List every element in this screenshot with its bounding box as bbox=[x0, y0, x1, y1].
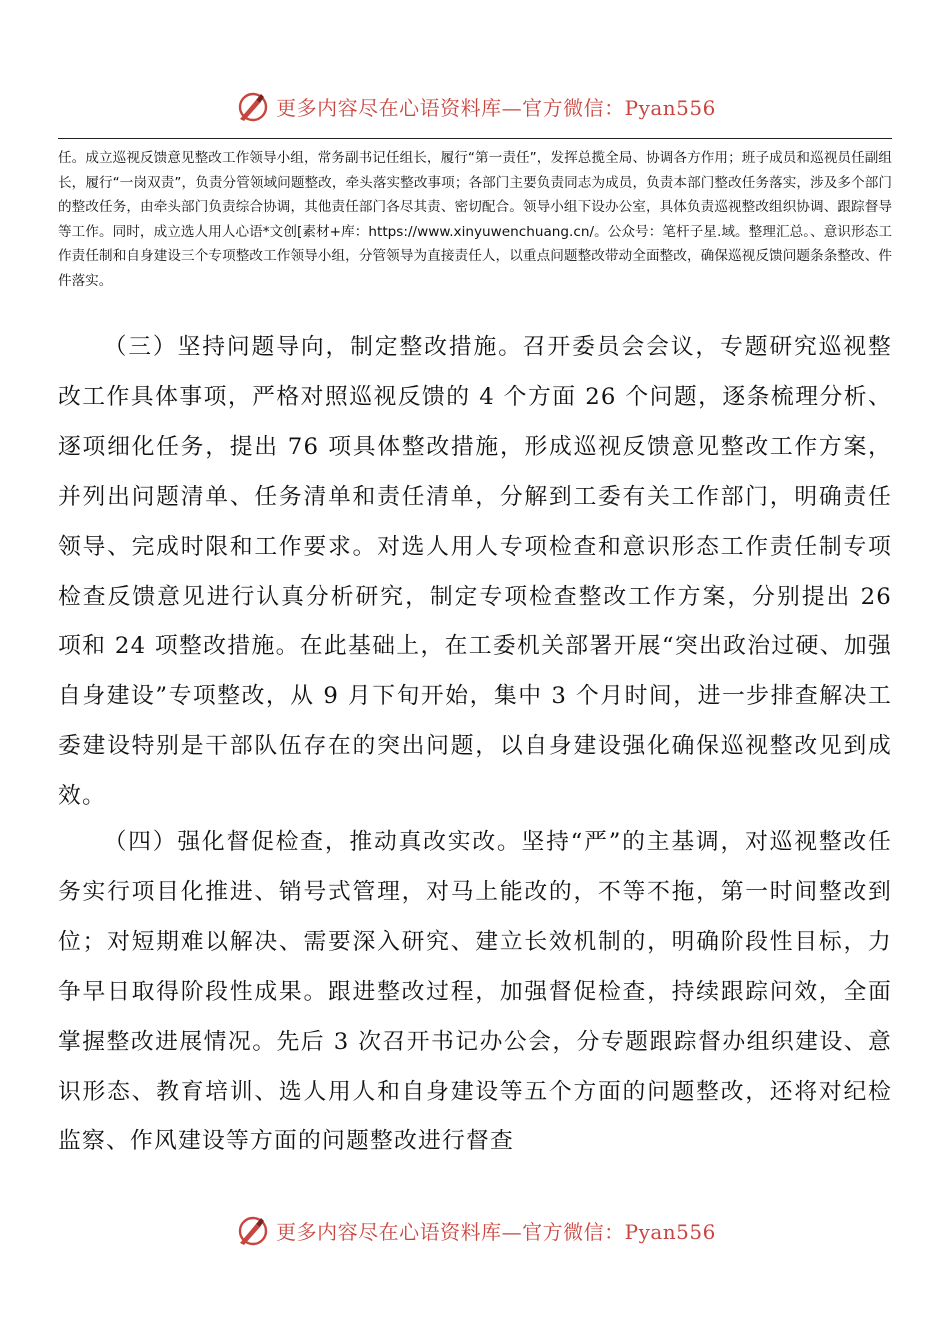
header-banner bbox=[0, 86, 950, 126]
paragraph-3: （三）坚持问题导向，制定整改措施。召开委员会会议，专题研究巡视整改工作具体事项，严格对照巡视反馈的 4 个方面 26 个问题，逐条梳理分析、逐项细化任务，提出 76 项具体整改措施，形成巡视反馈意见整改工作方案，并列出问题清单、任务清单和责任清单，分解到工委有关工作部门，明确责任领导、完成时限和工作要求。对选人用人专项检查和意识形态工作责任制专项检查反馈意见进行认真分析研究，制定专项检查整改工作方案，分别提出 26 项和 24 项整改措施。在此基础上，在工委机关部署开展“突出政治过硬、加强自身建设”专项整改，从 9 月下旬开始，集中 3 个月时间，进一步排查解决工委建设特别是干部队伍存在的突出问题，以自身建设强化确保巡视整改见到成效。 bbox=[58, 334, 892, 810]
header-banner-text: 更多内容尽在心语资料库—官方微信：Pyan556 bbox=[276, 95, 716, 120]
pen-circle-logo-icon bbox=[234, 88, 270, 124]
paragraph-4: （四）强化督促检查，推动真改实改。坚持“严”的主基调，对巡视整改任务实行项目化推进、销号式管理，对马上能改的，不等不拖，第一时间整改到位；对短期难以解决、需要深入研究、建立长效机制的，明确阶段性目标，力争早日取得阶段性成果。跟进整改过程，加强督促检查，持续跟踪问效，全面掌握整改进展情况。先后 3 次召开书记办公会，分专题跟踪督办组织建设、意识形态、教育培训、选人用人和自身建设等五个方面的问题整改，还将对纪检监察、作风建设等方面的问题整改进行督查 bbox=[58, 829, 892, 1155]
footer-banner-text: 更多内容尽在心语资料库—官方微信：Pyan556 bbox=[276, 1219, 716, 1244]
pen-circle-logo-icon bbox=[234, 1212, 270, 1248]
header-divider bbox=[58, 138, 892, 139]
footer-banner bbox=[0, 1210, 950, 1250]
intro-paragraph: 任。成立巡视反馈意见整改工作领导小组，常务副书记任组长，履行“第一责任”，发挥总揽全局、协调各方作用；班子成员和巡视员任副组长，履行“一岗双责”，负责分管领域问题整改，牵头落实整改事项；各部门主要负责同志为成员，负责本部门整改任务落实，涉及多个部门的整改任务，由牵头部门负责综合协调，其他责任部门各尽其责、密切配合。领导小组下设办公室，具体负责巡视整改组织协调、跟踪督导等工作。同时，成立选人用人心语*文创[素材+库：https://www.xinyuwenchuang.cn/。公众号：笔杆子星.域。整理汇总。、意识形态工作责任制和自身建设三个专项整改工作领导小组，分管领导为直接责任人，以重点问题整改带动全面整改，确保巡视反馈问题条条整改、件件落实。 bbox=[58, 150, 892, 289]
